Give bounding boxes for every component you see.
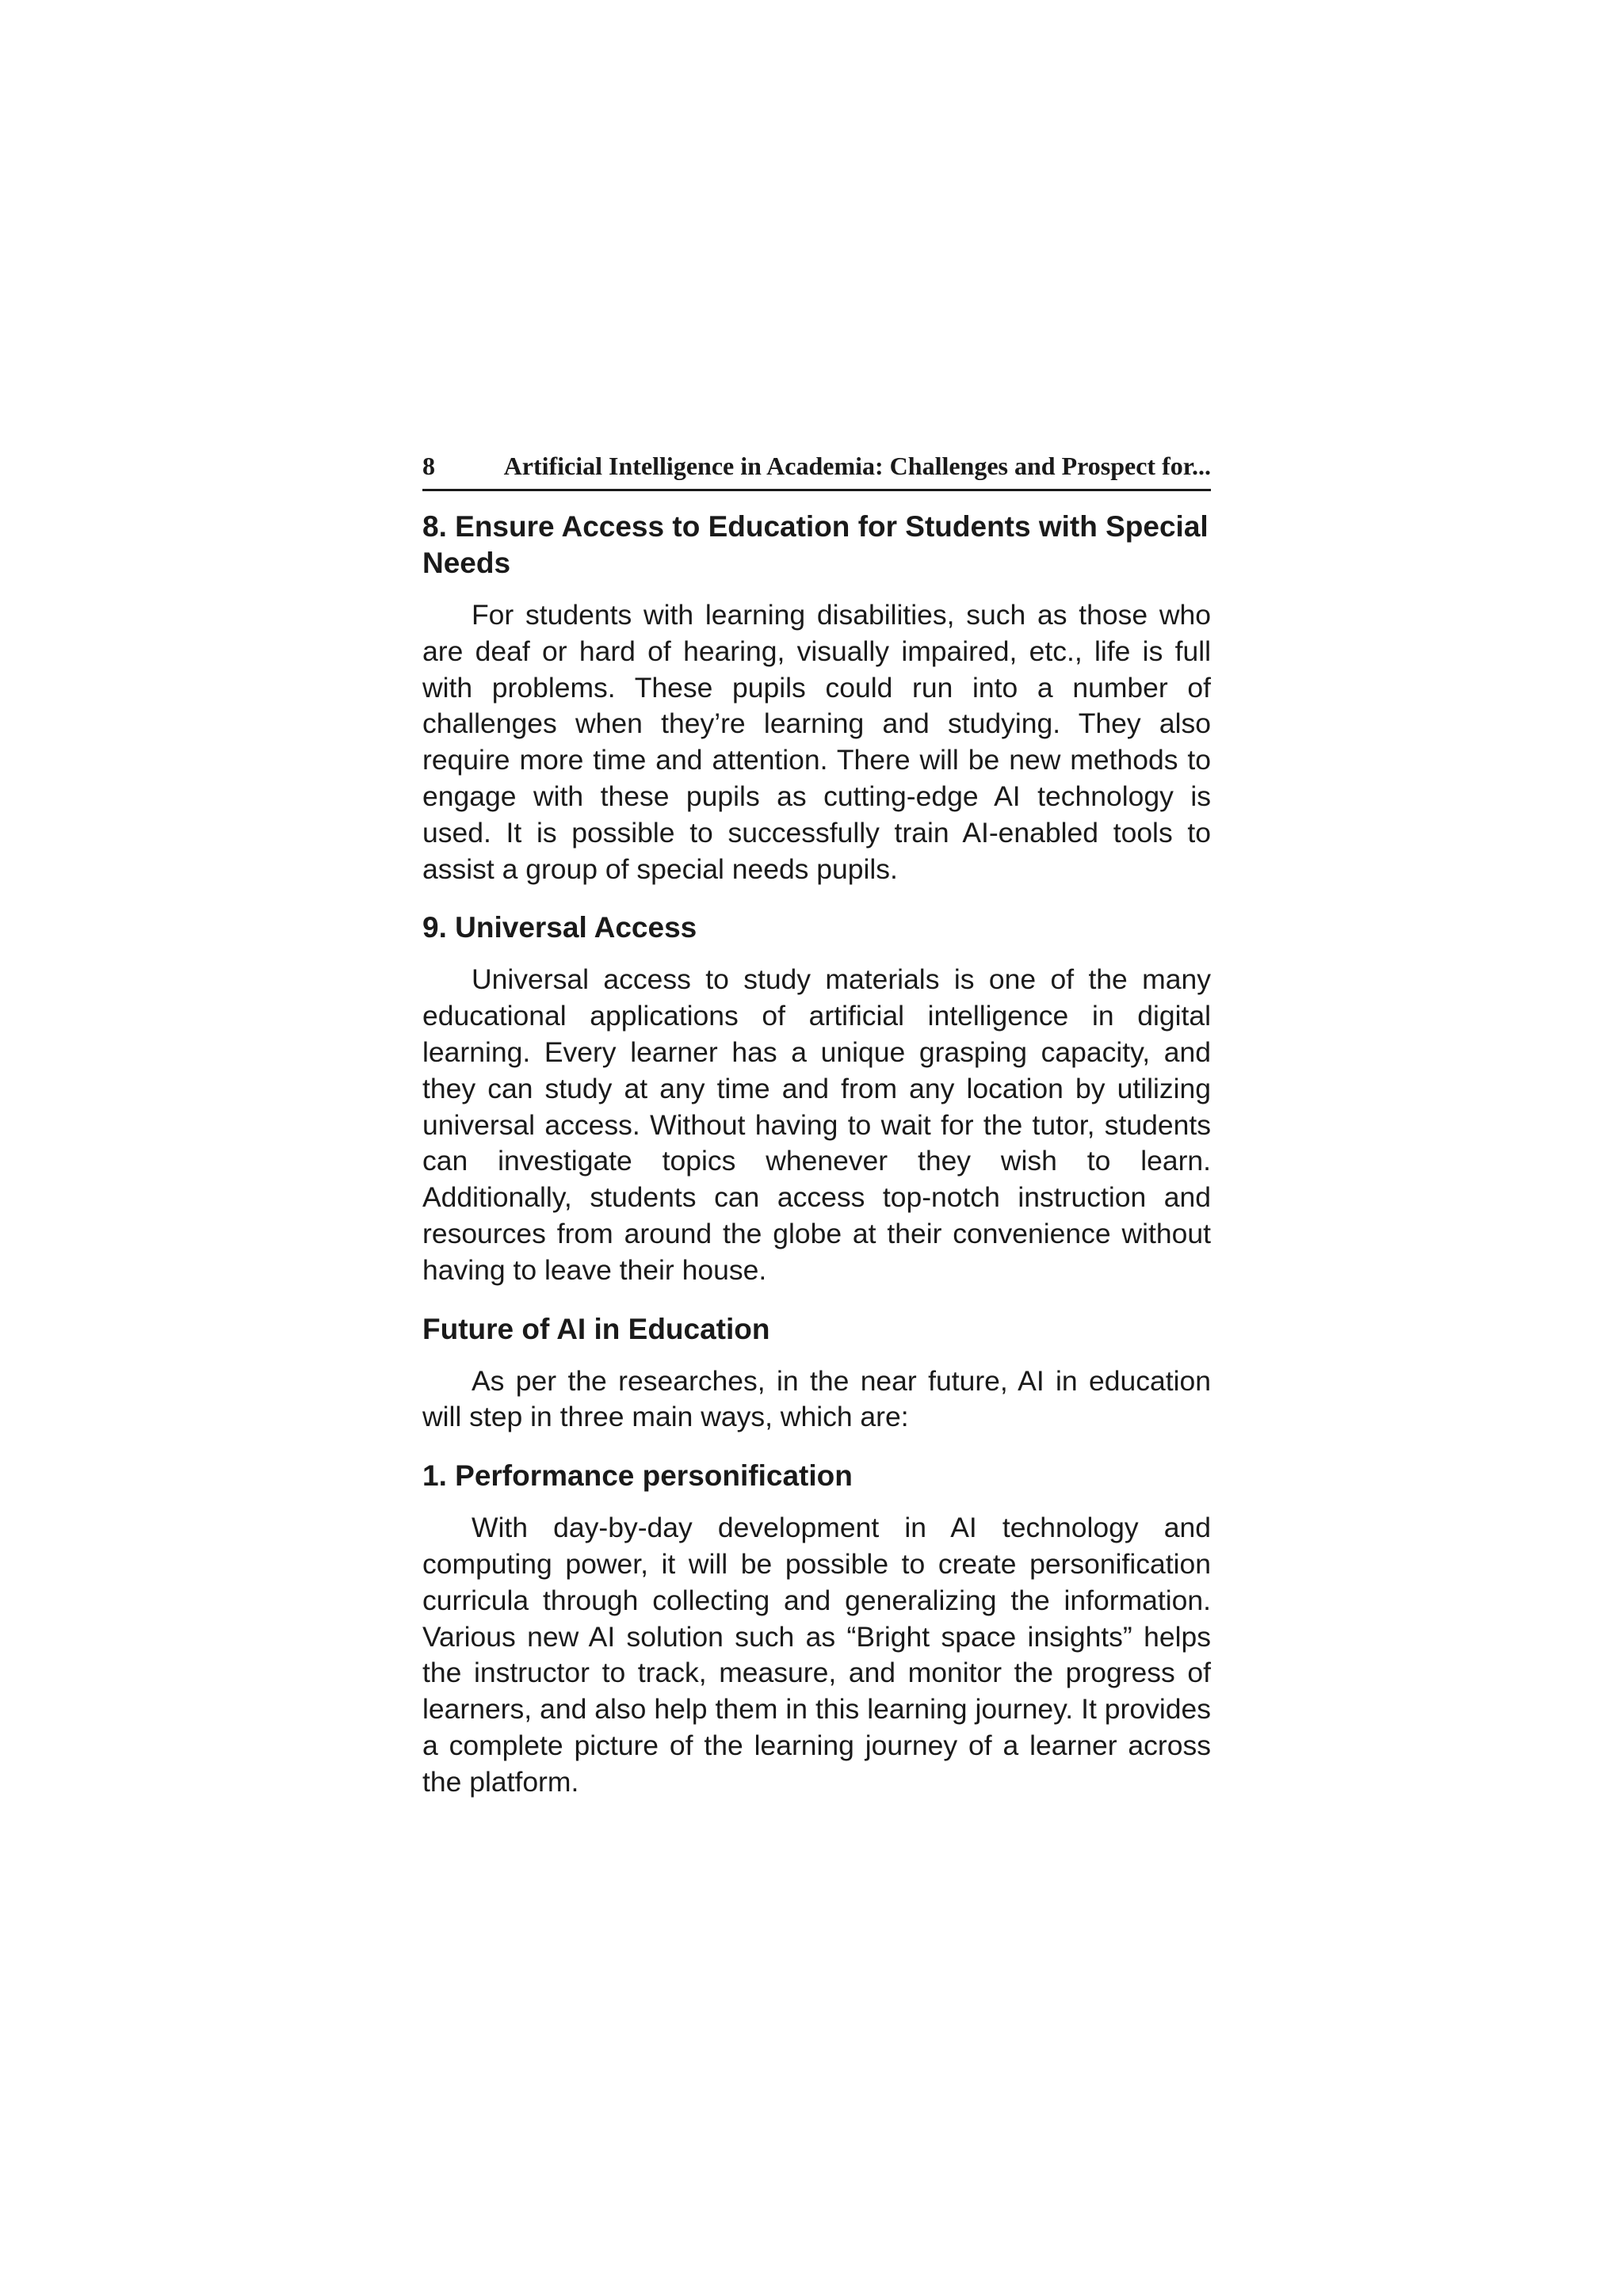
section-paragraph-universal-access: Universal access to study materials is one of the many educational applications of artificial intelligence in digital learning. Every learner has a unique grasping capacity, and they can study at any time and from any location by utilizing universal access. Without having to wait for the tutor, students can investigate topics whenever they wish to learn. Additionally, students can access top-notch instruction and resources from around the globe at their convenience without having to leave their house. <box>422 963 1211 1286</box>
running-title: Artificial Intelligence in Academia: Challenges and Prospect for... <box>503 452 1211 480</box>
section-heading-future-of-ai: Future of AI in Education <box>422 1312 770 1345</box>
section-paragraph-future-of-ai: As per the researches, in the near future, AI in education will step in three main ways, which are: <box>422 1364 1211 1433</box>
section-paragraph-performance-personification: With day-by-day development in AI technology and computing power, it will be possible to create personification curricula through collecting and generalizing the information. Various new AI solution such as “Bright space insights” helps the instructor to track, measure, and monitor the progress of learners, and also help them in this learning journey. It provides a complete picture of the learning journey of a learner across the platform. <box>422 1512 1211 1798</box>
section-paragraph-special-needs: For students with learning disabilities, such as those who are deaf or hard of hearing, visually impaired, etc., life is full with problems. These pupils could run into a number of challenges when they’re learning and studying. They also require more time and attention. There will be new methods to engage with these pupils as cutting-edge AI technology is used. It is possible to successfully train AI-enabled tools to assist a group of special needs pupils. <box>422 599 1211 885</box>
book-page <box>422 452 1211 1801</box>
section-heading-special-needs: 8. Ensure Access to Education for Students with Special Needs <box>422 510 1209 579</box>
page-content <box>422 509 1211 1801</box>
page-number: 8 <box>422 452 435 480</box>
running-head <box>422 452 1211 491</box>
section-heading-performance-personification: 1. Performance personification <box>422 1459 853 1493</box>
section-heading-universal-access: 9. Universal Access <box>422 911 697 944</box>
